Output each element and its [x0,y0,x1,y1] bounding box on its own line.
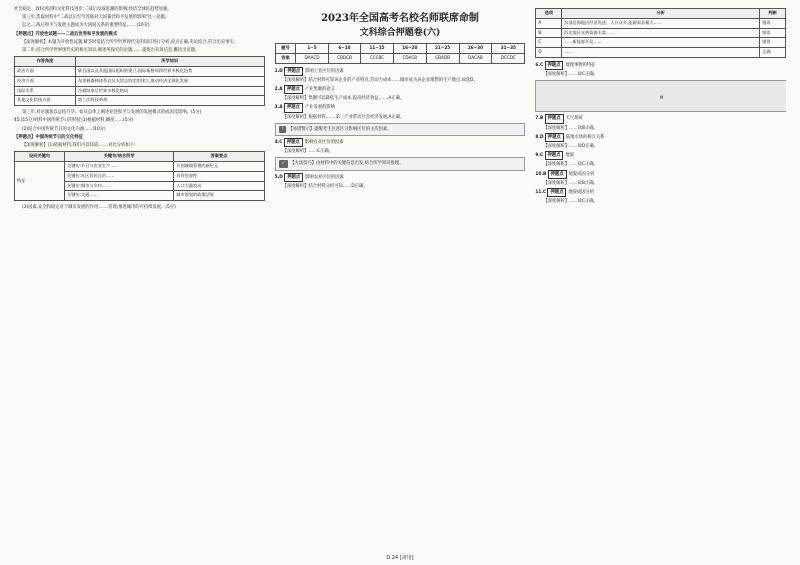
table-row [15,86,265,96]
key-point-tag: 押题点 [548,170,567,179]
topic: 产业集聚的意义 [304,87,335,92]
explanation: 【深度解析】集聚可以降低生产成本,提高经济效益,……A正确。 [282,96,405,102]
table-row [15,76,265,86]
table-cell: 开创城镇管理的新纪元 [174,162,264,172]
explanation: 【深度解析】……故D正确。 [543,144,599,149]
question-number: 8.D [535,134,544,140]
note-label: ✓ [279,160,289,167]
topic: 地貌 [565,153,574,159]
table-cell: C [536,38,562,48]
table-cell: 关键句:城市与乡村…… [65,181,174,191]
note-text: 【易错警示】提醒考生注意区分影响区位的主次因素。 [288,126,392,132]
question-number: 5.D [274,174,283,180]
question-number: 10.B [535,171,547,177]
topic: 地貌成因分析 [568,190,595,196]
table-cell: ……新能源开发…… [562,38,760,48]
explanation: 【深度解析】结合材料可知该企业的产业特点,劳动力成本……城市成为该企业理想的生产地点,故选D。 [282,77,478,83]
page-number: D 24 [备用] [386,555,414,561]
topic: 影响工业区位的因素 [305,68,344,74]
table-cell: 经济方面 [15,76,76,86]
text-line: 第二步,结合所学世界现代史的相关知识,阐述所探究的论题,……提炼出有效信息,概括出论题。 [22,48,200,54]
topic: 影响农业区位的因素 [304,140,344,146]
answer-section [275,138,526,155]
answer-section [535,151,786,168]
answer-cell: DAACD [296,53,329,63]
explanation: 【深度解析】……C正确。 [282,149,333,155]
page-title: 2023年全国高考名校名师联席命制 [321,13,479,24]
key-point-tag: 押题点 [284,138,303,147]
note-box [275,157,526,170]
table-cell: 联合国以及其他国际组织的建立,国际新格局和世界多极化趋势 [75,67,264,77]
answer-section [535,114,786,131]
answer-section [275,85,526,102]
table-cell: 关键句:节日与农业生产…… [65,162,174,172]
feature-table [14,151,265,201]
table-cell: 国际关系 [15,86,76,96]
question-number: 7.B [535,116,544,122]
group-label: 6~10 [328,44,360,54]
key-point-tag: 押题点 [284,103,303,112]
table-header: 所学知识 [75,57,264,67]
note-text: 【方法技巧】由材料中的关键信息出发,结合所学知识推理。 [290,161,404,167]
text-line: 第三步,选取材料中"二战以后至今苏联对大国兼容和平发展的影响"这一论题。 [22,15,170,21]
key-point-tag: 押题点 [284,85,303,94]
text-line: (3)因素,安全和稳定对于城市发展的作用,……管理,推进城市的可持续发展。(5分) [22,205,176,211]
text-line: 【押题点】中国传统节日的文化特征 [14,134,83,140]
table-row [15,162,265,172]
key-point-tag: 押题点 [284,173,303,182]
page-subtitle: 文科综合押题卷(六) [359,28,441,38]
group-label: 26~30 [459,44,492,54]
answer-cell: DACAB [459,53,492,63]
explanation: 【深度解析】……故C正确。 [543,162,598,168]
question-number: 6.C [535,62,544,68]
row-label: 答案 [275,53,296,63]
option-analysis-table [535,8,786,58]
group-label: 21~25 [426,44,459,54]
group-label: 16~20 [393,44,426,54]
table-cell: …… [562,48,760,58]
explanation: 【深度解析】……故C正确。 [543,72,598,78]
table-cell: B [536,28,562,38]
table-header: 作答角度 [15,57,76,67]
topic: 产业发展的影响 [304,105,335,111]
table-header: 设问关键句 [15,152,65,162]
key-point-tag: 押题点 [545,61,564,70]
text-line: 【深度解析】本题为开放性试题,解答时需结合所学世界现代史的知识进行分析,论点正确,史论结合,符合历史事实。 [22,39,239,45]
answer-section [535,133,786,150]
topic: 天气系统 [565,116,583,122]
key-point-tag: 押题点 [545,114,564,123]
right-column [535,6,786,559]
answer-section [535,188,786,205]
text-line: 【押题点】开放性试题——二战后世界和平发展的模式 [14,31,118,37]
table-row [275,44,525,54]
table-cell: 关键句:交通…… [65,191,174,201]
table-cell: 特征 [15,162,65,201]
table-row [536,48,786,58]
explanation: 【深度解析】……故C正确。 [543,199,598,205]
question-number: 11.C [535,190,547,196]
answer-key-table [275,43,526,64]
table-row [536,38,786,48]
key-point-tag: 押题点 [284,67,303,76]
answer-cell: CCCBC [361,53,394,63]
answer-cell: CBADB [426,53,459,63]
table-header: 判断 [760,9,786,19]
answer-section [535,61,786,78]
question-number: 9.C [535,153,544,159]
table-cell: 第三次科技革命 [75,96,264,106]
explanation: 【深度解析】结合材料分析可知……D正确。 [282,183,368,189]
answer-section [275,67,526,84]
answer-section [275,103,526,120]
table-header: 选项 [536,9,562,19]
left-column [14,6,265,559]
table-cell: 错误 [760,38,786,48]
table-header: 答案要点 [174,152,264,162]
group-label: 1~5 [296,44,329,54]
text-line: 45.(15分)材料中国传统节日的特征(1)根据材料,概括……(5分) [14,118,134,124]
explanation: 【深度解析】……故B正确。 [543,125,598,131]
answer-cell: CBDCB [328,53,360,63]
middle-column [275,6,526,559]
knowledge-table [14,56,265,106]
topic: 地貌成因分析 [568,171,595,177]
table-cell: 政治方面 [15,67,76,77]
key-point-tag: 押题点 [545,133,564,142]
table-cell: 关键句:社区居民自治…… [65,171,174,181]
text-line: (2)结合中国传统节日的文化内涵……(10分) [22,126,106,132]
group-label: 11~15 [361,44,394,54]
group-label: 31~35 [492,44,525,54]
table-row [536,28,786,38]
table-cell: 人口大量流动 [174,181,264,191]
key-point-tag: 押题点 [547,188,566,197]
table-cell: 具有包容性 [174,171,264,181]
note-box [275,123,526,136]
table-cell: D [536,48,562,58]
note-label: ! [279,126,287,133]
answer-section [535,170,786,187]
table-row [275,53,525,63]
figure-image: ▦ [535,80,786,112]
table-cell: 错误 [760,28,786,38]
topic: 影响农业区位的因素 [305,174,344,180]
text-line: 社会稳定、政权巩固和文化科技进步;二战后反战思潮的影响;经济全球化趋势加强。 [14,7,172,12]
topic: 陆地水体的相互关系 [565,134,605,140]
table-row [536,18,786,28]
text-line: 总之,二战后和平与发展主题成为大国间关系的重要特征,……(10分) [22,23,150,29]
table-cell: 城市规划的政策法规 [174,191,264,201]
table-header: 分析 [562,9,760,19]
table-cell: 布雷顿森林体系以及关贸总协定的建立,推动经济全球化发展 [75,76,264,86]
text-line: 第三步,对论题加以总结升华。如从总体上阐述论述和平与发展的发展模式的成因及影响。(5分) [22,110,202,116]
table-cell: 冷战结束后世界多极化格局 [75,86,264,96]
table-cell: A [536,18,562,28]
topic: 地理事物的特征 [565,62,596,68]
table-header: 关键句/结合所学 [65,152,174,162]
answer-section [275,173,526,190]
row-label: 题号 [275,44,296,54]
question-number: 3.A [274,105,283,111]
table-cell: 西北地区光热资源丰富…… [562,28,760,38]
table-cell: 其他文化科技方面 [15,96,76,106]
table-row [15,96,265,106]
explanation: 【深度解析】根据材料,……第三产业带动社会经济发展,A正确。 [282,114,405,120]
explanation: 【深度解析】……故B正确。 [543,180,598,186]
answer-cell: DCCDC [492,53,525,63]
text-line: 【深度解析】(1)依据材料,我们可以知道,……对比分析如下: [22,143,136,149]
question-number: 4.C [274,140,283,146]
question-number: 2.A [274,87,283,92]
answer-cell: CDACB [393,53,426,63]
table-row [15,67,265,77]
question-number: 1.D [274,68,283,74]
table-cell: 错误 [760,18,786,28]
table-cell: 东部沿海地区经济发达、人口众多,能源需求量大…… [562,18,760,28]
table-cell: 正确 [760,48,786,58]
key-point-tag: 押题点 [545,151,564,160]
